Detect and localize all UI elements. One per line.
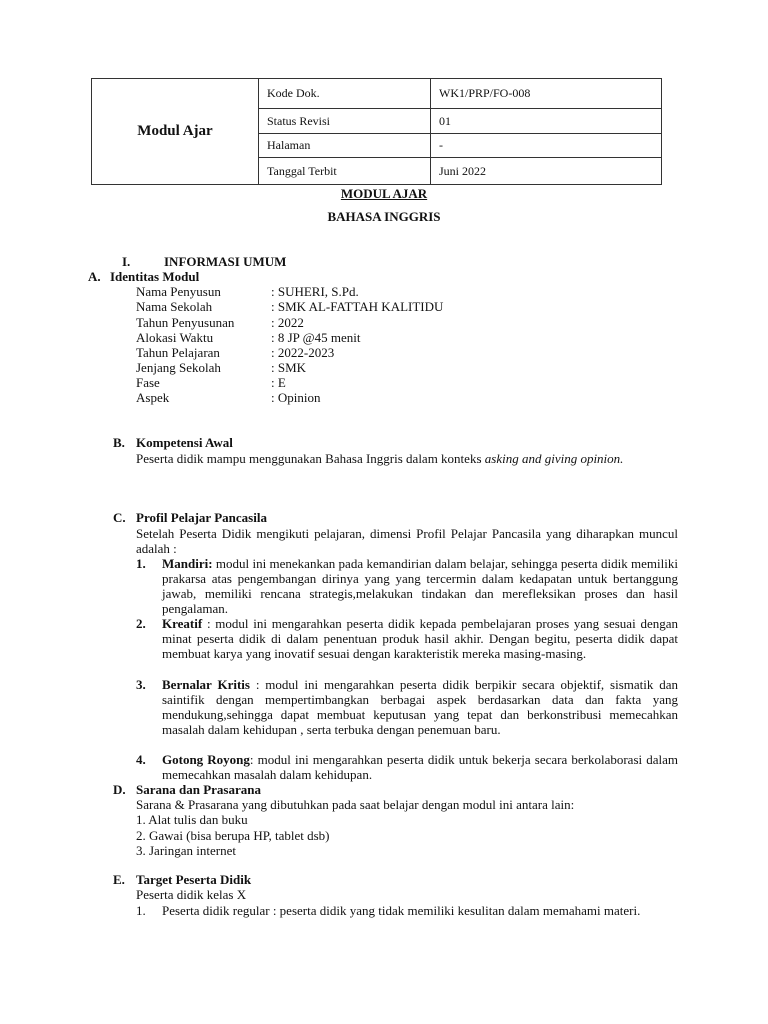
section-title: Kompetensi Awal	[136, 435, 233, 450]
field-value: : 2022	[271, 315, 304, 330]
list-item-text: : modul ini mengarahkan peserta didik berpikir secara objektif, sismatik dan saintifik dengan mempertimbangkan berbagai aspek berdasarkan data dan fakta yang mendukung,sehingga dapat membuat keputusan yang tepat dan berkonstribusi memecahkan masalah dalam kehidupan , serta terbuka dengan penemuan baru.	[162, 677, 678, 737]
field-value: : SMK AL-FATTAH KALITIDU	[271, 299, 444, 314]
paragraph: Sarana & Prasarana yang dibutuhkan pada saat belajar dengan modul ini antara lain:	[136, 797, 575, 812]
field-label: Alokasi Waktu	[136, 330, 214, 345]
paragraph-text: Peserta didik mampu menggunakan Bahasa Inggris dalam konteks	[136, 451, 485, 466]
field-value: : 8 JP @45 menit	[271, 330, 361, 345]
list-number: 1.	[136, 556, 146, 571]
header-title: Modul Ajar	[92, 79, 259, 185]
field-label: Tahun Penyusunan	[136, 315, 235, 330]
list-item-text: modul ini menekankan pada kemandirian dalam belajar, sehingga peserta didik memiliki prakarsa atas pengembangan dirinya yang yang tercermin dalam kedapatan untuk bertanggung jawab, memiliki rencana strategis,melakukan tindakan dan merefleksikan proses dan hasil pengalaman.	[162, 556, 678, 616]
header-label: Halaman	[259, 134, 431, 158]
list-item-term: Kreatif	[162, 616, 203, 631]
list-item: 3. Jaringan internet	[136, 843, 236, 858]
list-item-term: Mandiri:	[162, 556, 213, 571]
header-label: Kode Dok.	[259, 79, 431, 109]
section-title: Sarana dan Prasarana	[136, 782, 261, 797]
section-title: INFORMASI UMUM	[164, 254, 287, 269]
list-item-term: Gotong Royong	[162, 752, 250, 767]
field-label: Nama Sekolah	[136, 299, 213, 314]
list-item	[162, 616, 678, 661]
list-item-text: : modul ini mengarahkan peserta didik kepada pembelajaran proses yang sesuai dengan minat peserta didik di dalam penentuan produk hasil akhir. Dengan begitu, peserta didik dapat membuat karya yang inovatif sesuai dengan karakteristik mereka masing-masing.	[162, 616, 678, 661]
section-letter: D.	[113, 782, 126, 797]
section-title: Profil Pelajar Pancasila	[136, 510, 267, 525]
section-title: Target Peserta Didik	[136, 872, 252, 887]
paragraph: Setelah Peserta Didik mengikuti pelajaran, dimensi Profil Pelajar Pancasila yang diharapkan muncul adalah :	[136, 526, 678, 556]
doc-subtitle: BAHASA INGGRIS	[327, 209, 441, 224]
field-value: : SMK	[271, 360, 307, 375]
header-label: Tanggal Terbit	[259, 158, 431, 185]
field-label: Aspek	[136, 390, 170, 405]
section-number: I.	[122, 254, 131, 269]
header-table	[91, 78, 662, 185]
list-number: 1.	[136, 903, 146, 918]
list-item: Peserta didik regular : peserta didik yang tidak memiliki kesulitan dalam memahami materi.	[162, 903, 641, 918]
paragraph-italic-text: asking and giving opinion.	[484, 451, 624, 466]
list-number: 2.	[136, 616, 146, 631]
field-value: : 2022-2023	[271, 345, 335, 360]
list-item-term: Bernalar Kritis	[162, 677, 250, 692]
section-letter: A.	[88, 269, 101, 284]
list-item	[162, 556, 678, 616]
field-value: : Opinion	[271, 390, 321, 405]
doc-title: MODUL AJAR	[340, 186, 428, 201]
list-number: 3.	[136, 677, 146, 692]
field-value: : E	[271, 375, 286, 390]
field-value: : SUHERI, S.Pd.	[271, 284, 359, 299]
header-value: -	[431, 134, 662, 158]
header-value: Juni 2022	[431, 158, 662, 185]
section-title: Identitas Modul	[110, 269, 200, 284]
header-value: WK1/PRP/FO-008	[431, 79, 662, 109]
section-letter: E.	[113, 872, 125, 887]
list-item: 2. Gawai (bisa berupa HP, tablet dsb)	[136, 828, 330, 843]
field-label: Tahun Pelajaran	[136, 345, 220, 360]
paragraph	[136, 451, 678, 466]
header-label: Status Revisi	[259, 109, 431, 134]
list-item-text: : modul ini mengarahkan peserta didik untuk bekerja secara berkolaborasi dalam memecahkan masalah dalam kehidupan.	[162, 752, 678, 782]
field-label: Nama Penyusun	[136, 284, 221, 299]
section-letter: C.	[113, 510, 126, 525]
list-item	[162, 752, 678, 782]
field-label: Jenjang Sekolah	[136, 360, 221, 375]
header-value: 01	[431, 109, 662, 134]
section-letter: B.	[113, 435, 125, 450]
paragraph: Peserta didik kelas X	[136, 887, 247, 902]
list-item	[162, 677, 678, 737]
field-label: Fase	[136, 375, 160, 390]
list-item: 1. Alat tulis dan buku	[136, 812, 248, 827]
list-number: 4.	[136, 752, 146, 767]
